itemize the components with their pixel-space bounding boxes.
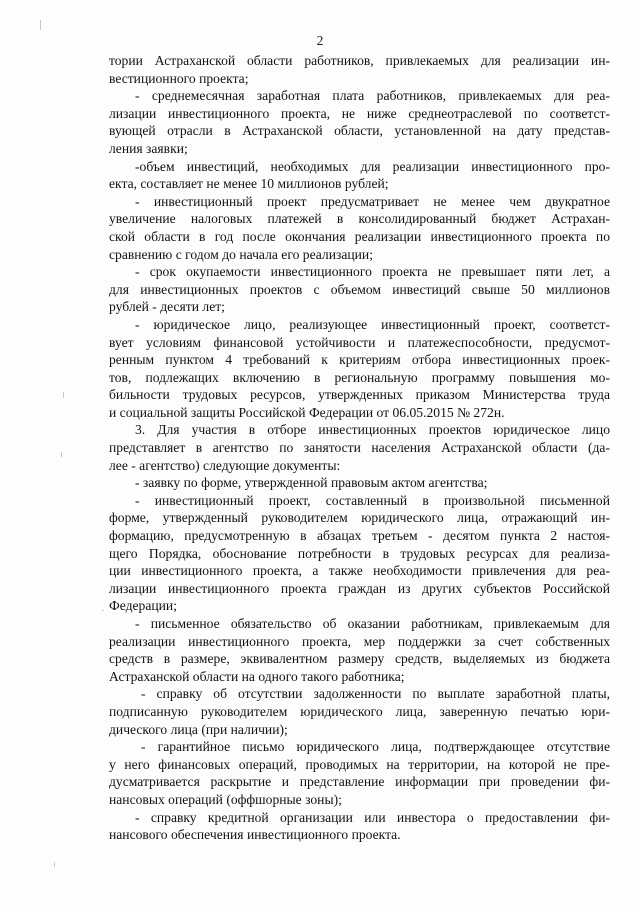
text-line: представляет в агентство по занятости населения Астраханской области (да- — [109, 440, 610, 456]
text-line: - инвестиционный проект, составленный в произвольной письменной — [135, 492, 610, 508]
text-line: ления заявки; — [109, 140, 188, 156]
text-line: тории Астраханской области работников, привлекаемых для реализации ин- — [109, 53, 610, 68]
text-line: - срок окупаемости инвестиционного проекта не превышает пяти лет, а — [135, 264, 610, 280]
text-line: - юридическое лицо, реализующее инвестиционный проект, соответст- — [135, 316, 610, 332]
text-line: вует условиям финансовой устойчивости и платежеспособности, предусмот- — [109, 334, 610, 350]
text-line: - гарантийное письмо юридического лица, подтверждающее отсутствие — [141, 739, 610, 755]
text-line: нансового обеспечения инвестиционного проекта. — [109, 827, 401, 843]
text-line: рублей - десяти лет; — [109, 299, 225, 315]
text-line: и социальной защиты Российской Федерации от 06.05.2015 № 272н. — [109, 404, 505, 420]
text-line: 3. Для участия в отборе инвестиционных проектов юридическое лицо — [135, 422, 610, 438]
text-line: вующей отрасли в Астраханской области, установленной на дату представ- — [109, 123, 610, 139]
text-line: подписанную руководителем юридического лица, заверенную печатью юри- — [109, 703, 610, 719]
text-line: нансовых операций (оффшорные зоны); — [109, 791, 342, 807]
text-line: вестиционного проекта; — [109, 70, 249, 86]
text-line: тов, подлежащих включению в региональную программу повышения мо- — [109, 369, 610, 385]
text-line: - справку кредитной организации или инвестора о предоставлении фи- — [135, 809, 610, 825]
text-line: - справку об отсутствии задолженности по выплате заработной платы, — [141, 686, 610, 702]
text-line: средств в размере, эквивалентном размеру средств, выделяемых из бюджета — [109, 651, 610, 667]
text-line: Астраханской области на одного такого работника; — [109, 668, 405, 684]
scan-artifact — [61, 452, 62, 457]
scan-artifact — [54, 862, 55, 867]
text-line: - письменное обязательство об оказании работникам, привлекаемым для — [135, 616, 610, 631]
text-line: для инвестиционных проектов с объемом инвестиций свыше 50 миллионов — [109, 281, 610, 297]
scan-artifact — [102, 610, 104, 611]
text-line: формацию, предусмотренную в абзацах третьем - десятом пункта 2 настоя- — [109, 528, 610, 544]
scan-artifact — [40, 20, 41, 30]
text-line: -объем инвестиций, необходимых для реализации инвестиционного про- — [135, 158, 610, 174]
text-line: Федерации; — [109, 598, 177, 614]
text-line: дического лица (при наличии); — [109, 721, 288, 737]
text-line: лее - агентство) следующие документы: — [109, 457, 341, 473]
document-body — [109, 52, 610, 844]
scan-artifact — [63, 392, 64, 398]
page-number: 2 — [316, 33, 324, 48]
text-line: - заявку по форме, утвержденной правовым актом агентства; — [135, 475, 488, 491]
text-line: бильности трудовых ресурсов, утвержденных приказом Министерства труда — [109, 387, 610, 403]
text-line: - среднемесячная заработная плата работников, привлекаемых для реа- — [135, 88, 610, 104]
text-line: увеличение налоговых платежей в консолидированный бюджет Астрахан- — [109, 211, 610, 227]
text-line: дусматривается раскрытие и представление информации при проведении фи- — [109, 774, 610, 790]
text-line: ции инвестиционного проекта, а также необходимости привлечения для реа- — [109, 563, 610, 579]
text-line: форме, утвержденный руководителем юридического лица, отражающий ин- — [109, 510, 610, 526]
text-line: у него финансовых операций, проводимых на территории, на которой не пре- — [109, 756, 610, 772]
text-line: сравнению с годом до начала его реализации; — [109, 246, 373, 262]
text-line: ренным пунктом 4 требований к критериям отбора инвестиционных проек- — [109, 352, 610, 368]
text-line: щего Порядка, обоснование потребности в трудовых ресурсах для реализа- — [109, 545, 610, 561]
text-line: лизации инвестиционного проекта граждан из других субъектов Российской — [109, 580, 610, 596]
text-line: реализации инвестиционного проекта, мер поддержки за счет собственных — [109, 633, 610, 649]
text-line: - инвестиционный проект предусматривает не менее чем двукратное — [135, 193, 610, 209]
text-line: екта, составляет не менее 10 миллионов рублей; — [109, 176, 389, 192]
text-line: лизации инвестиционного проекта, не ниже среднеотраслевой по соответст- — [109, 105, 610, 121]
text-line: ской области в год после окончания реализации инвестиционного проекта по — [109, 228, 610, 244]
